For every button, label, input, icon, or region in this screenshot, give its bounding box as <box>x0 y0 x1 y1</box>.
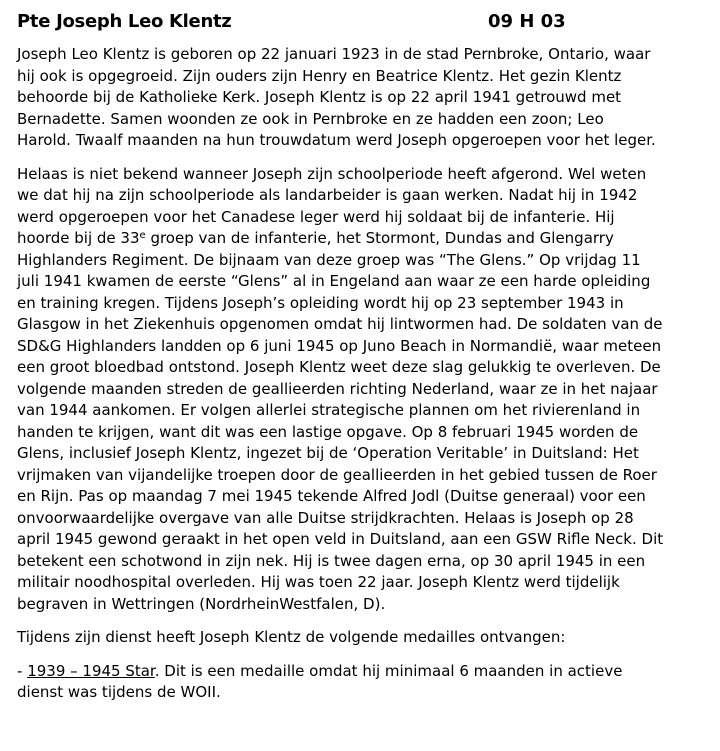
text-line-with-superscript <box>17 228 711 250</box>
text-line: Harold. Twaalf maanden na hun trouwdatum werd Joseph opgeroepen voor het leger. <box>17 131 656 149</box>
text-line: begraven in Wettringen (NordrheinWestfalen, D). <box>17 594 386 613</box>
text-line: vrijmaken van vijandelijke troepen door de geallieerden in het gebied tussen de Roer <box>17 465 657 484</box>
text-line <box>17 661 711 683</box>
paragraph-military-service <box>17 164 711 616</box>
page-title: Pte Joseph Leo Klentz <box>17 11 232 32</box>
text-line: behoorde bij de Katholieke Kerk. Joseph Klentz is op 22 april 1941 getrouwd met <box>17 88 622 106</box>
text-line: Bernadette. Samen woonden ze ook in Pernbroke en ze hadden een zoon; Leo <box>17 109 604 128</box>
text-line: juli 1941 kwamen de eerste “Glens” al in Engeland aan waar ze een harde opleiding <box>17 272 651 290</box>
grave-code: 09 H 03 <box>488 11 566 32</box>
text-line: betekent een schotwond in zijn nek. Hij is twee dagen erna, op 30 april 1945 in een <box>17 551 646 570</box>
text-line: Tijdens zijn dienst heeft Joseph Klentz de volgende medailles ontvangen: <box>17 628 566 646</box>
text-line: Highlanders Regiment. De bijnaam van deze groep was “The Glens.” Op vrijdag 11 <box>17 250 641 269</box>
text-line: Glens, inclusief Joseph Klentz, ingezet bij de ‘Operation Veritable’ in Duitsland: Het <box>17 444 639 462</box>
text-line: SD&G Highlanders landden op 6 juni 1945 op Juno Beach in Normandië, waar meteen <box>17 336 662 355</box>
text-line: Joseph Leo Klentz is geboren op 22 januari 1923 in de stad Pernbroke, Ontario, waar <box>17 45 651 63</box>
text-line: handen te krijgen, want dit was een lastige opgave. Op 8 februari 1945 worden de <box>17 422 639 441</box>
text-line: en training kregen. Tijdens Joseph’s opleiding wordt hij op 23 september 1943 in <box>17 293 624 312</box>
list-dash: - <box>17 661 28 680</box>
text-line: we dat hij na zijn schoolperiode als landarbeider is gaan werken. Nadat hij in 1942 <box>17 186 638 204</box>
text-line: april 1945 gewond geraakt in het open veld in Duitsland, aan een GSW Rifle Neck. Dit <box>17 530 664 548</box>
text-line: hij ook is opgegroeid. Zijn ouders zijn Henry en Beatrice Klentz. Het gezin Klentz <box>17 66 622 85</box>
medal-name: 1939 – 1945 Star <box>27 661 155 680</box>
text-line: onvoorwaardelijke overgave van alle Duitse strijdkrachten. Helaas is Joseph op 28 <box>17 508 634 527</box>
superscript: e <box>139 230 146 241</box>
text-line: militair noodhospital overleden. Hij was toen 22 jaar. Joseph Klentz werd tijdelijk <box>17 573 620 591</box>
paragraph-medals-intro <box>17 627 711 649</box>
text-line: Glasgow in het Ziekenhuis opgenomen omdat hij lintwormen had. De soldaten van de <box>17 315 663 333</box>
text-line: Helaas is niet bekend wanneer Joseph zijn schoolperiode heeft afgerond. Wel weten <box>17 164 647 183</box>
paragraph-biography <box>17 44 711 152</box>
text-line: werd opgeroepen voor het Canadese leger werd hij soldaat bij de infanterie. Hij <box>17 207 615 226</box>
text-line: dienst was tijdens de WOII. <box>17 683 221 701</box>
medal-list-item <box>17 661 711 704</box>
text-segment: hoorde bij de 33 <box>17 229 140 247</box>
document-page <box>17 0 711 716</box>
medal-description: . Dit is een medaille omdat hij minimaal 6 maanden in actieve <box>154 661 623 680</box>
text-segment: groep van de infanterie, het Stormont, Dundas and Glengarry <box>145 229 614 247</box>
text-line: van 1944 aankomen. Er volgen allerlei strategische plannen om het rivierenland in <box>17 401 641 419</box>
document-header <box>17 0 711 44</box>
text-line: volgende maanden streden de geallieerden richting Nederland, waar ze in het najaar <box>17 379 658 398</box>
text-line: een groot bloedbad ontstond. Joseph Klentz weet deze slag gelukkig te overleven. De <box>17 358 661 376</box>
text-line: en Rijn. Pas op maandag 7 mei 1945 tekende Alfred Jodl (Duitse generaal) voor een <box>17 487 646 505</box>
